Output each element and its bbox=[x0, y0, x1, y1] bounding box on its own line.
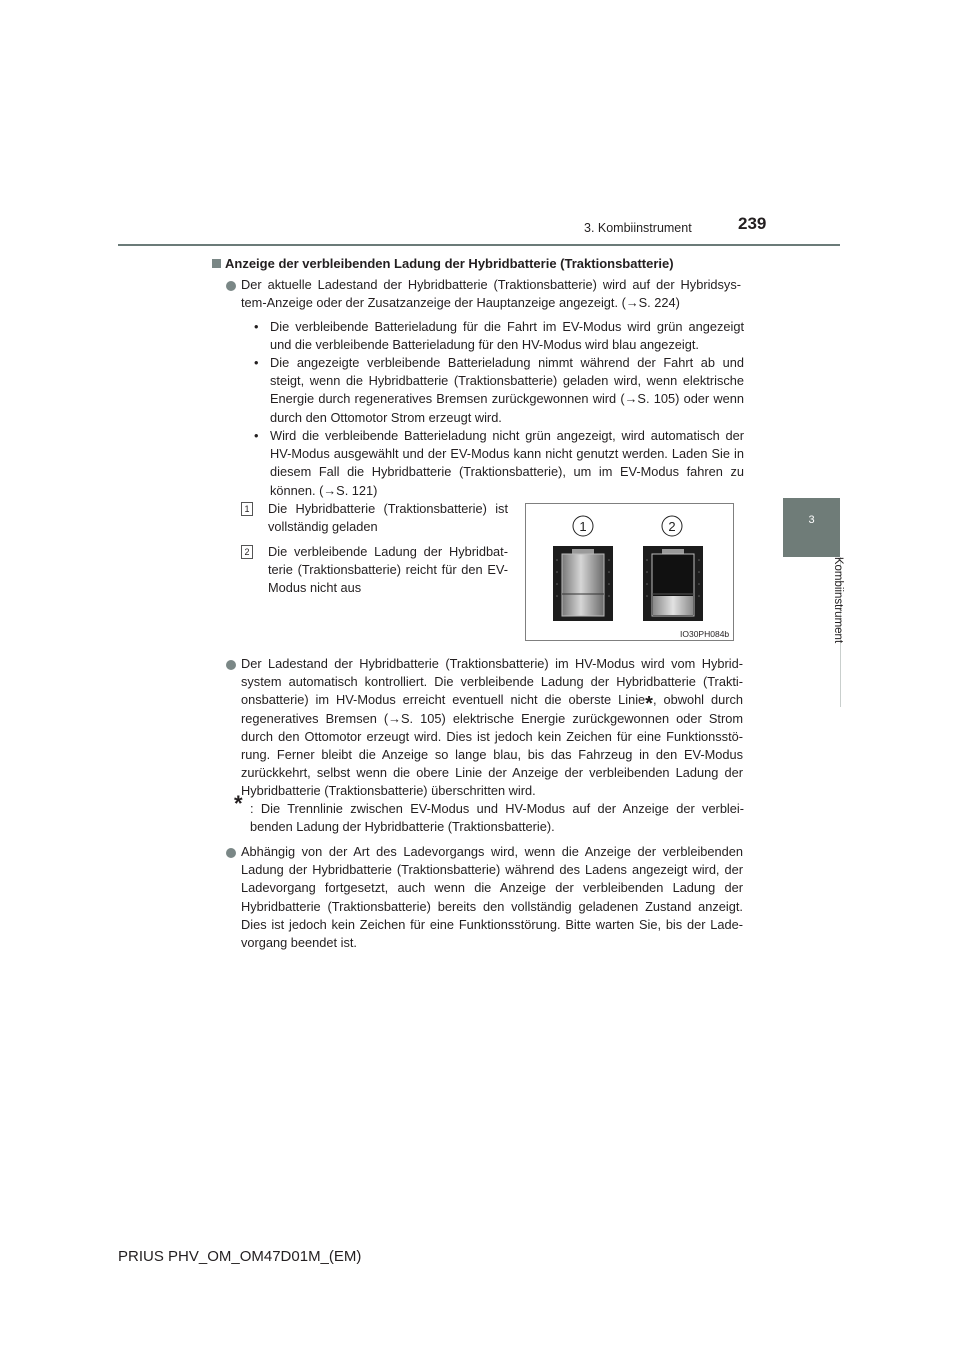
circle-bullet-icon bbox=[226, 281, 236, 291]
callout-1 bbox=[573, 516, 593, 536]
sub-bullet-1: • Die verbleibende Batterieladung für die Fahrt im EV-Modus wird grün angezeigt und die verbleibende Batterieladung für den HV-Modus wird blau angezeigt. bbox=[254, 319, 744, 353]
paragraph-2: Der Ladestand der Hybridbatterie (Traktionsbatterie) im HV-Modus wird vom Hybrid-system automatisch kontrolliert. Die verbleibende Ladung der Hybridbatterie (Trakti-onsbatterie) im HV-Modus erreicht eventuell nicht die oberste Linie*, obwohl durch regeneratives Bremsen (→S. 105) elektrische Energie zurückgewonnen oder Strom durch den Ottomotor erzeugt wird. Dies ist jedoch kein Zeichen für eine Funktionsstö-rung. Ferner bleibt die Anzeige so lange blau, bis das Fahrzeug in den EV-Modus zurückkehrt, selbst wenn die obere Linie der Anzeige der verbleibenden Ladung der Hybridbatterie (Traktionsbatterie) überschritten wird. bbox=[241, 656, 743, 799]
svg-text:2: 2 bbox=[668, 519, 676, 534]
page-number: 239 bbox=[738, 214, 767, 233]
legend-item-1: Die Hybridbatterie (Traktionsbatterie) ist vollständig geladen bbox=[268, 501, 508, 535]
square-bullet-icon bbox=[212, 259, 221, 268]
document-id: PRIUS PHV_OM_OM47D01M_(EM) bbox=[118, 1248, 362, 1265]
chapter-side-label: Kombiinstrument bbox=[832, 556, 844, 644]
sub-bullet-3: • Wird die verbleibende Batterieladung nicht grün angezeigt, wird automatisch der HV-Modus ausgewählt und der EV-Modus kann nicht genutzt werden. Laden Sie in diesem Fall die Hybridbatterie (Traktionsbatterie), um im EV-Modus fahren zu können. (→S. 121) bbox=[254, 428, 744, 498]
section-heading-text: Anzeige der verbleibenden Ladung der Hybridbatterie (Traktionsbatterie) bbox=[225, 256, 674, 271]
legend-number-2: 2 bbox=[241, 545, 253, 559]
circle-bullet-icon bbox=[226, 660, 236, 670]
sub-bullet-2: • Die angezeigte verbleibende Batterieladung nimmt während der Fahrt ab und steigt, wenn die Hybridbatterie (Traktionsbatterie) geladen wird, wenn elektrische Energie durch regeneratives Bremsen zurückgewonnen wird (→S. 105) oder wenn durch den Ottomotor Strom erzeugt wird. bbox=[254, 355, 744, 425]
paragraph-3: Abhängig von der Art des Ladevorgangs wird, wenn die Anzeige der verbleibenden Ladung der Hybridbatterie (Traktionsbatterie) während des Ladens angezeigt wird, der Ladevorgang fortgesetzt, auch wenn die Anzeige der verbleibenden Ladung der Hybridbatterie (Traktionsbatterie) bereits den vollständig geladenen Zustand anzeigt. Dies ist jedoch kein Zeichen für eine Funktionsstörung. Bitte warten Sie, bis der Lade-vorgang beendet ist. bbox=[241, 844, 743, 951]
header-divider bbox=[118, 244, 840, 246]
footnote-mark: * bbox=[234, 791, 243, 816]
battery-figure bbox=[525, 503, 734, 641]
footnote-asterisk: * bbox=[645, 693, 653, 716]
callout-2 bbox=[662, 516, 682, 536]
paragraph-1 bbox=[241, 276, 741, 312]
svg-text:1: 1 bbox=[579, 519, 587, 534]
figure-code: IO30PH084b bbox=[680, 629, 730, 639]
chapter-side-number: 3 bbox=[808, 514, 815, 526]
legend-item-2: Die verbleibende Ladung der Hybridbat-terie (Traktionsbatterie) reicht für den EV-Modus nicht aus bbox=[268, 544, 508, 596]
circle-bullet-icon bbox=[226, 848, 236, 858]
footnote-text: : Die Trennlinie zwischen EV-Modus und HV-Modus auf der Anzeige der verblei-benden Ladung der Hybridbatterie (Traktionsbatterie). bbox=[250, 801, 744, 835]
chapter-title: 3. Kombiinstrument bbox=[584, 221, 692, 235]
section-heading bbox=[212, 256, 674, 271]
bullet-dot: • bbox=[254, 355, 259, 370]
legend-number-1: 1 bbox=[241, 502, 253, 516]
bullet-dot: • bbox=[254, 319, 259, 334]
battery-illustration bbox=[526, 504, 733, 640]
battery-full-icon bbox=[553, 546, 613, 621]
paragraph-1-line-2: tem-Anzeige oder der Zusatzanzeige der Hauptanzeige angezeigt. (→S. 224) bbox=[241, 295, 680, 311]
bullet-dot: • bbox=[254, 428, 259, 443]
paragraph-1-line-1: Der aktuelle Ladestand der Hybridbatterie (Traktionsbatterie) wird auf der Hybridsys- bbox=[241, 277, 741, 292]
battery-low-icon bbox=[643, 546, 703, 621]
side-label-container bbox=[748, 520, 928, 680]
